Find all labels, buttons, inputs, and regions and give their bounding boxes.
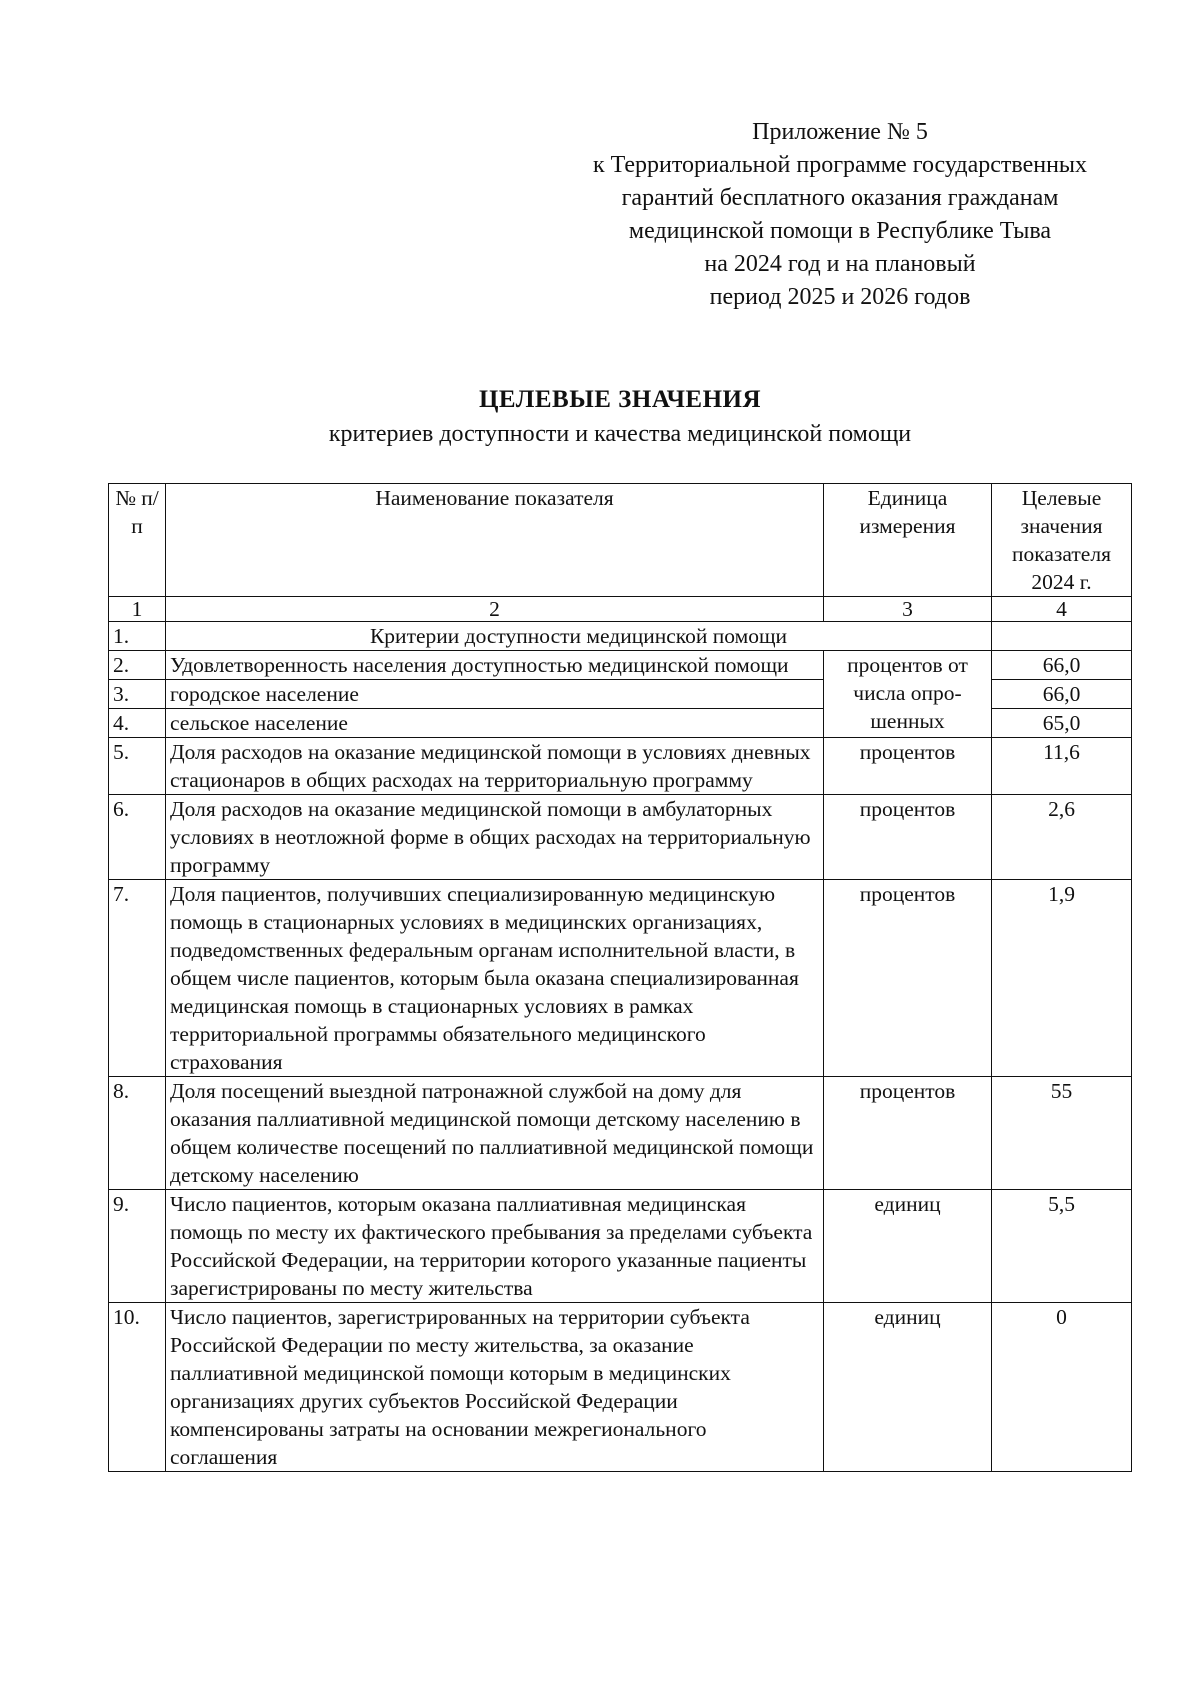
row-num: 6.	[109, 795, 166, 880]
row-unit: единиц	[824, 1190, 992, 1303]
row-unit: единиц	[824, 1303, 992, 1472]
column-number: 1	[109, 597, 166, 622]
row-num: 8.	[109, 1077, 166, 1190]
table-header-row	[109, 484, 1132, 597]
appendix-line: Приложение № 5	[752, 119, 928, 145]
table-row	[109, 738, 1132, 795]
row-value: 1,9	[992, 880, 1132, 1077]
row-value: 11,6	[992, 738, 1132, 795]
row-value: 2,6	[992, 795, 1132, 880]
criteria-table	[108, 483, 1132, 1472]
row-value: 66,0	[992, 680, 1132, 709]
appendix-line: гарантий бесплатного оказания гражданам	[621, 185, 1059, 211]
row-name: Доля пациентов, получивших специализированную медицинскую помощь в стационарных условиях в медицинских организациях, подведомственных федеральным органам исполнительной власти, в общем числе пациентов, которым была оказана специализированная медицинская помощь в стационарных условиях в рамках территориальной программы обязательного медицинского страхования	[166, 880, 824, 1077]
column-number-row	[109, 597, 1132, 622]
row-num: 9.	[109, 1190, 166, 1303]
appendix-line: на 2024 год и на плановый	[704, 251, 976, 277]
column-number: 4	[992, 597, 1132, 622]
appendix-line: период 2025 и 2026 годов	[709, 284, 971, 310]
header-num: № п/п	[109, 484, 166, 597]
column-number: 3	[824, 597, 992, 622]
row-unit-shared: процентов от числа опро-шенных	[824, 651, 992, 738]
document-subtitle: критериев доступности и качества медицинской помощи	[328, 421, 912, 447]
table-row	[109, 651, 1132, 680]
row-name: городское население	[166, 680, 824, 709]
row-unit: процентов	[824, 795, 992, 880]
appendix-line: медицинской помощи в Республике Тыва	[628, 218, 1052, 244]
header-unit: Единица измерения	[824, 484, 992, 597]
header-name: Наименование показателя	[166, 484, 824, 597]
row-name: Удовлетворенность населения доступностью медицинской помощи	[166, 651, 824, 680]
row-value: 65,0	[992, 709, 1132, 738]
document-title: ЦЕЛЕВЫЕ ЗНАЧЕНИЯ	[478, 386, 762, 413]
table-row	[109, 1077, 1132, 1190]
row-num: 3.	[109, 680, 166, 709]
section-row	[109, 622, 1132, 651]
row-num: 10.	[109, 1303, 166, 1472]
row-value: 66,0	[992, 651, 1132, 680]
row-unit: процентов	[824, 738, 992, 795]
row-name: Число пациентов, зарегистрированных на территории субъекта Российской Федерации по месту жительства, за оказание паллиативной медицинской помощи которым в медицинских организациях других субъектов Российской Федерации компенсированы затраты на основании межрегионального соглашения	[166, 1303, 824, 1472]
row-unit: процентов	[824, 880, 992, 1077]
row-name: Доля расходов на оказание медицинской помощи в условиях дневных стационаров в общих расходах на территориальную программу	[166, 738, 824, 795]
table-row	[109, 880, 1132, 1077]
row-num: 2.	[109, 651, 166, 680]
table-row	[109, 1303, 1132, 1472]
row-num: 4.	[109, 709, 166, 738]
column-number: 2	[166, 597, 824, 622]
row-name: сельское население	[166, 709, 824, 738]
table-row	[109, 795, 1132, 880]
row-unit: процентов	[824, 1077, 992, 1190]
row-value	[992, 622, 1132, 651]
row-num: 1.	[109, 622, 166, 651]
row-num: 5.	[109, 738, 166, 795]
row-name: Доля расходов на оказание медицинской помощи в амбулаторных условиях в неотложной форме в общих расходах на территориальную программу	[166, 795, 824, 880]
row-num: 7.	[109, 880, 166, 1077]
row-name: Число пациентов, которым оказана паллиативная медицинская помощь по месту их фактического пребывания за пределами субъекта Российской Федерации, на территории которого указанные пациенты зарегистрированы по месту жительства	[166, 1190, 824, 1303]
appendix-header	[540, 116, 1140, 314]
row-value: 0	[992, 1303, 1132, 1472]
row-value: 55	[992, 1077, 1132, 1190]
appendix-line: к Территориальной программе государственных	[592, 152, 1088, 178]
row-value: 5,5	[992, 1190, 1132, 1303]
section-label: Критерии доступности медицинской помощи	[166, 622, 992, 651]
table-row	[109, 1190, 1132, 1303]
header-target: Целевые значения показателя 2024 г.	[992, 484, 1132, 597]
row-name: Доля посещений выездной патронажной службой на дому для оказания паллиативной медицинской помощи детскому населению в общем количестве посещений по паллиативной медицинской помощи детскому населению	[166, 1077, 824, 1190]
